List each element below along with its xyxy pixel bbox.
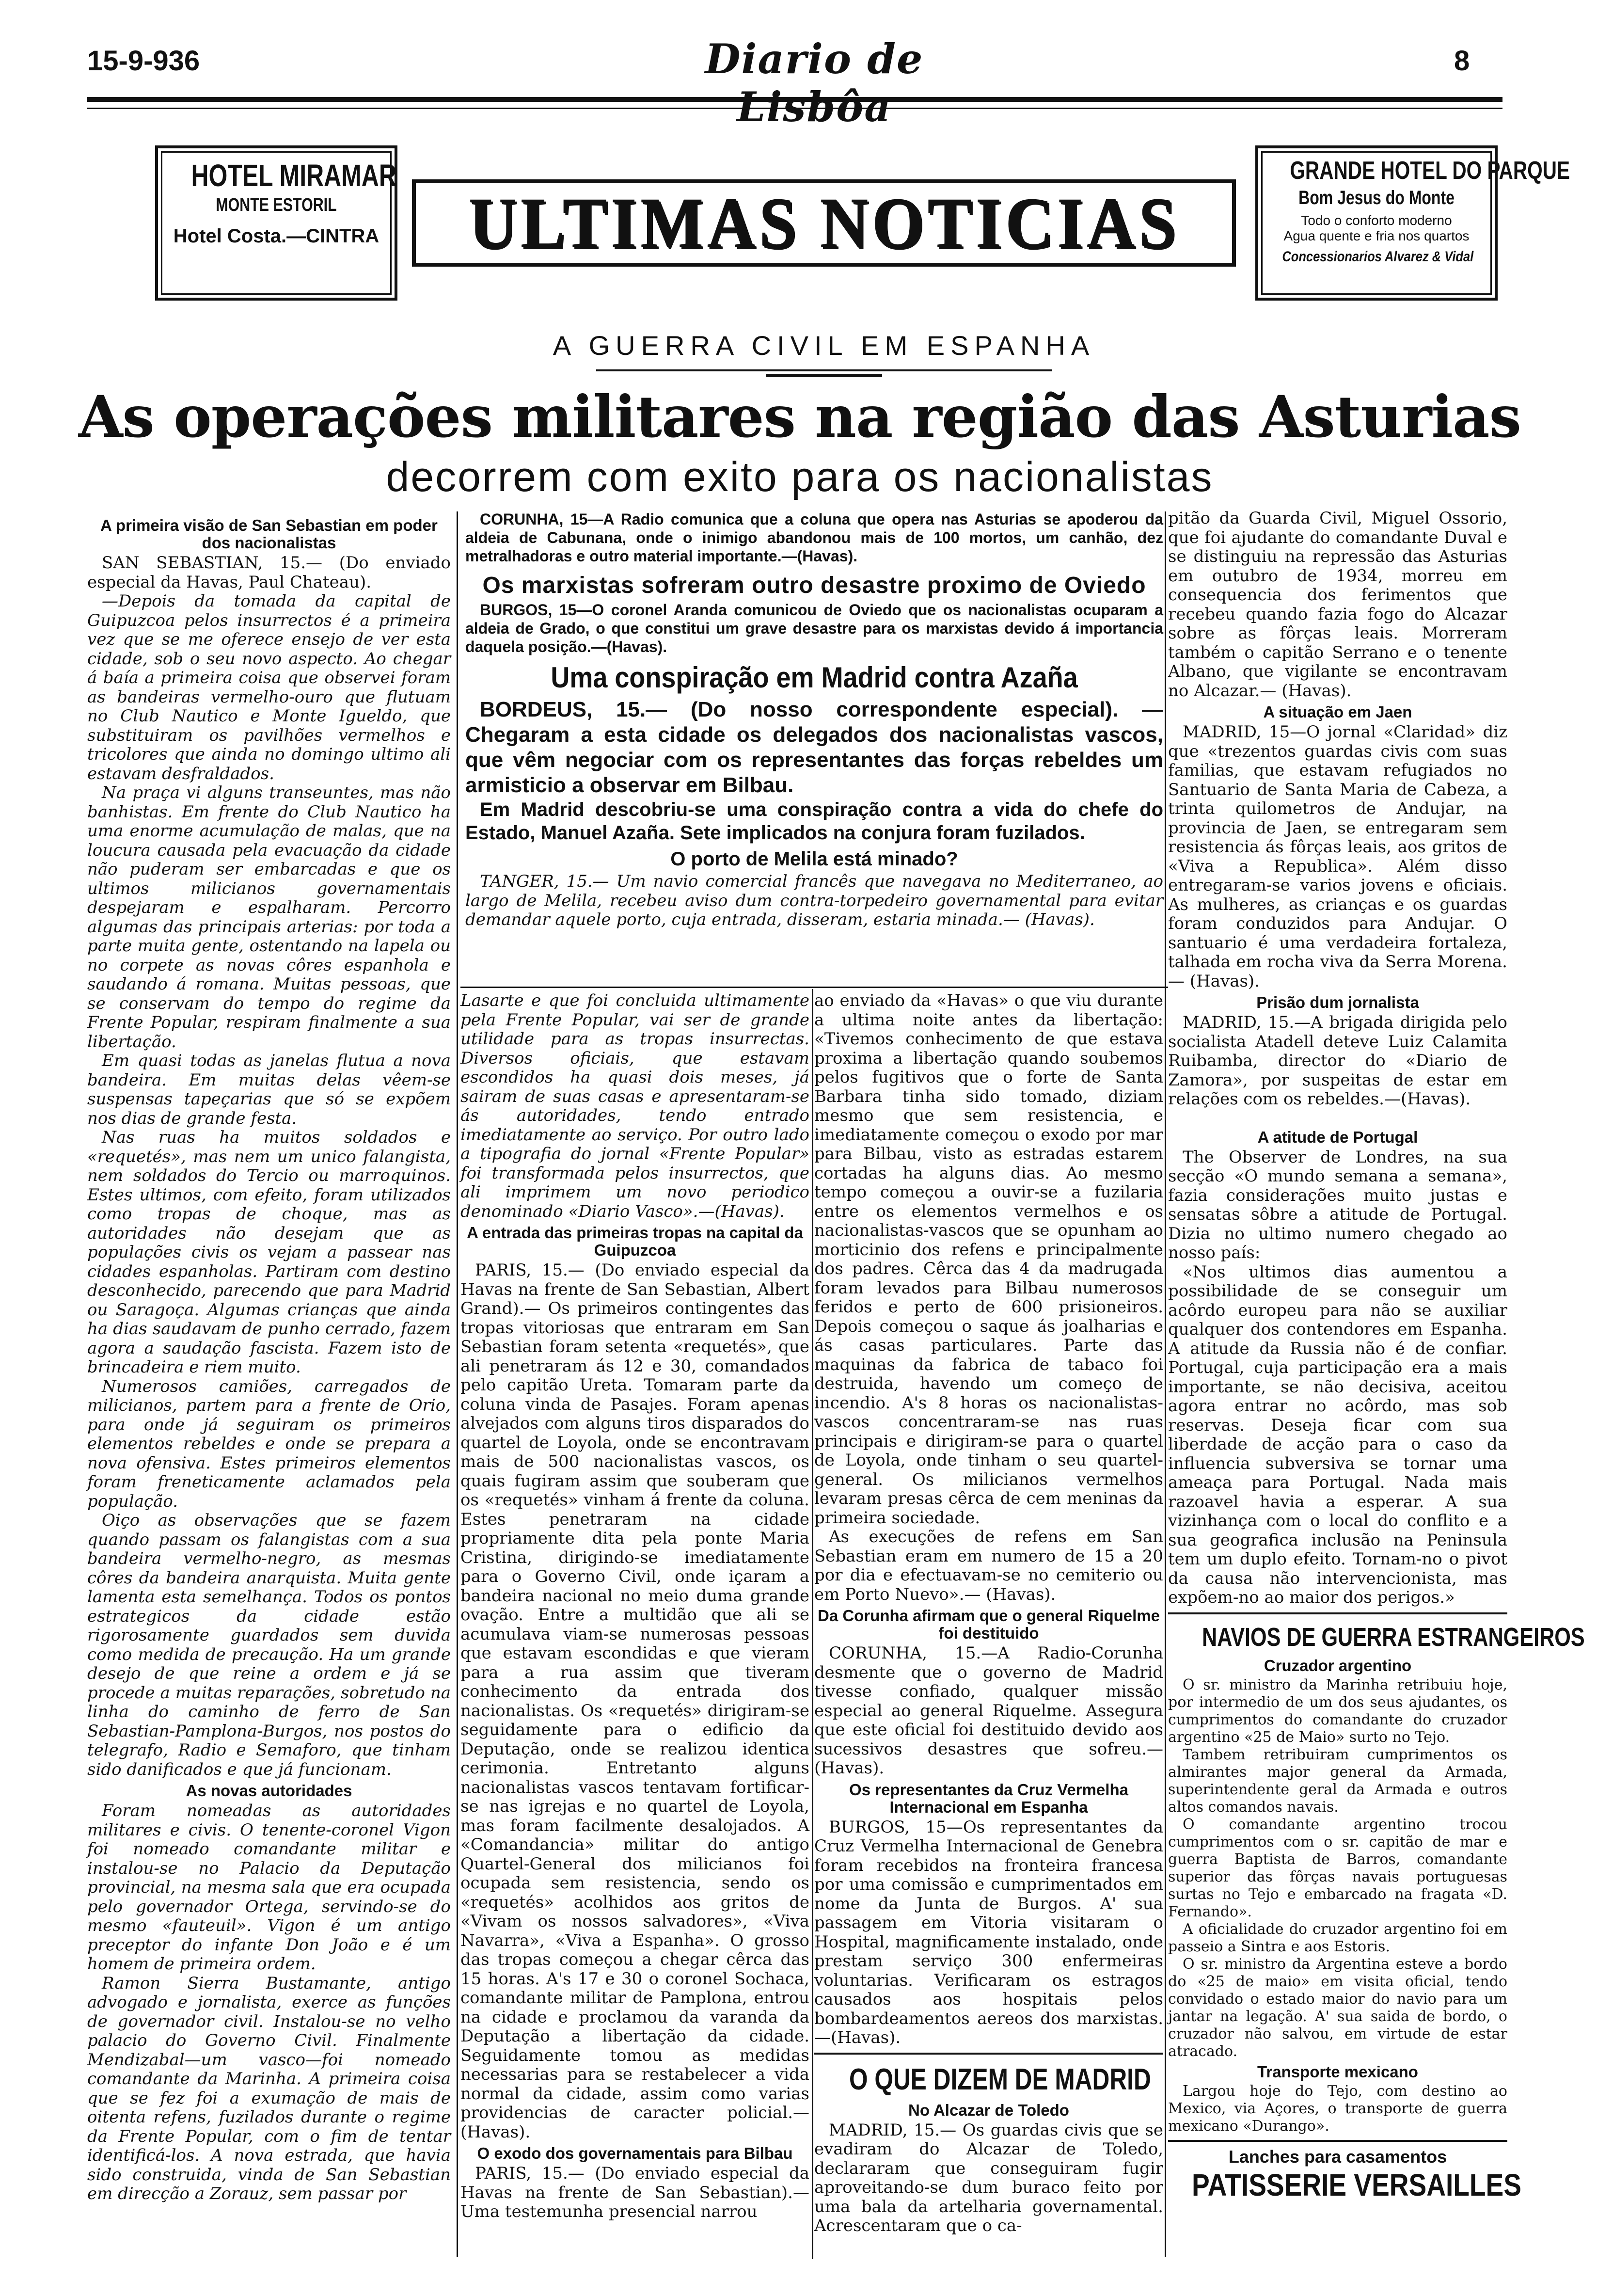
- ad-right-title: GRANDE HOTEL DO PARQUE: [1290, 157, 1570, 185]
- col2top-para: BORDEUS, 15.— (Do nosso correspondente especial). — Chegaram a esta cidade os delegados dos nacionalistas vascos, que vêm negociar com os representantes das forças rebeldes um armisticio a observar em Bilbau.: [465, 698, 1163, 797]
- col4-para: O sr. ministro da Marinha retribuiu hoje, por intermedio de um dos seus ajudantes, os cumprimentos do comandante do cruzador argentino «25 de Maio» surto no Tejo.: [1168, 1676, 1507, 1746]
- column-rule-1: [457, 511, 458, 2257]
- col2-para: PARIS, 15.— (Do enviado especial da Havas na frente de San Sebastian, Albert Grand).— Os primeiros contingentes das tropas vitoriosas que entraram em San Sebastian foram setenta «requetés», que ali penetraram ás 12 e 30, comandados pelo capitão Ureta. Tomaram parte da coluna vinda de Pasajes. Foram apenas alvejados com alguns tiros disparados do quartel de Loyola, onde se encontravam mais de 500 nacionalistas vascos, os quais fugiram assim que souberam que os «requetés» vinham á frente da coluna. Estes penetraram na cidade propriamente dita pela ponte Maria Cristina, dirigindo-se imediatamente para o Governo Civil, onde içaram a bandeira nacional no meio duma grande ovação. Entre a multidão que ali se acumulava viam-se numerosas pessoas que estavam escondidas e que vieram para a rua assim que tiveram conhecimento da entrada dos nacionalistas. Os «requetés» dirigiram-se seguidamente para o edificio da Deputação, onde se realizou identica cerimonia. Entretanto alguns nacionalistas vascos tentavam fortificar-se nas igrejas e no quartel de Loyola, mas foram facilmente desalojados. A «Comandancia» militar do antigo Quartel-General dos milicianos foi ocupada sem resistencia, sendo os «requetés» acolhidos aos gritos de «Vivam os nossos salvadores», «Viva Navarra», «Viva a Espanha». O grosso das tropas começou a chegar cêrca das 15 horas. A's 17 e 30 o coronel Sochaca, comandante militar de Pamplona, entrou na cidade e proclamou da varanda da Deputação a libertação da cidade. Seguidamente tomou as medidas necessarias para se restabelecer a vida normal da cidade, assim como varias providencias de caracter policial.— (Havas).: [460, 1260, 809, 2142]
- col1-para: Numerosos camiões, carregados de milicianos, partem para a frente de Orio, para onde já seguiram os primeiros elementos rebeldes e onde se prepara a nova ofensiva. Estes primeiros elementos foram freneticamente aclamados pela população.: [87, 1376, 451, 1511]
- ad-right-line1: Todo o conforto moderno: [1301, 212, 1452, 228]
- col3-rule: [814, 2053, 1163, 2055]
- column-2: [460, 991, 809, 2222]
- col4-heading-2: Prisão dum jornalista: [1256, 993, 1419, 1011]
- col4-para: O sr. ministro da Argentina esteve a bordo do «25 de maio» em visita oficial, tendo convidado o estado maior do navio para um jantar na legação. A' sua saida de bordo, o cruzador não salvou, em virtude de estar atracado.: [1168, 1955, 1507, 2060]
- section-rule: [460, 987, 1168, 988]
- page-number: 8: [1454, 45, 1470, 77]
- col1-para: Oiço as observações que se fazem quando passam os falangistas com a sua bandeira vermelho-negro, as mesmas côres da bandeira anarquista. Muita gente lamenta esta semelhança. Todos os pontos estrategicos da cidade estão rigorosamente guardados sem duvida como medida de precaução. Ha um grande desejo de que reine a ordem e já se procede a muitas reparações, sobretudo na linha do caminho de ferro de San Sebastian-Pamplona-Burgos, nos postos do telegrafo, Radio e Semaforo, que tinham sido danificados e que já funcionam.: [87, 1511, 451, 1779]
- col2top-heading-2: Uma conspiração em Madrid contra Azaña: [551, 661, 1078, 694]
- col3-heading-1: Da Corunha afirmam que o general Riquelme foi destituido: [818, 1607, 1160, 1642]
- col3-para: CORUNHA, 15.—A Radio-Corunha desmente que o governo de Madrid tivesse confiado, qualquer missão especial ao general Riquelme. Assegura que este oficial foi destituido devido aos sucessivos desastres que sofreu.—(Havas).: [814, 1643, 1163, 1778]
- col4-heading-3: A atitude de Portugal: [1257, 1128, 1418, 1146]
- column-rule-3: [812, 989, 813, 2259]
- ad-grande-hotel-parque: [1255, 145, 1570, 301]
- banner-text: ULTIMAS NOTICIAS: [468, 183, 1180, 263]
- col2-para: PARIS, 15.— (Do enviado especial da Havas na frente de San Sebastian).— Uma testemunha presencial narrou: [460, 2164, 809, 2221]
- col4-rule: [1168, 1612, 1507, 1614]
- newspaper-title: Diario de Lisbôa: [705, 35, 924, 131]
- masthead: [0, 0, 1613, 131]
- kicker-rule: [596, 369, 1052, 371]
- col4-heading-1: A situação em Jaen: [1263, 703, 1412, 721]
- main-subhead: decorrem com exito para os nacionalistas: [386, 454, 1214, 500]
- col4-para: Largou hoje do Tejo, com destino ao Mexico, via Açores, o transporte de guerra mexicano «Durango».: [1168, 2082, 1507, 2135]
- ad-bottom-rule: [1168, 2140, 1507, 2142]
- col1-para: Em quasi todas as janelas flutua a nova bandeira. Em muitas delas vêem-se suspensas tapeçarias que só se expõem nos dias de grande festa.: [87, 1051, 451, 1128]
- col3-heading-4: No Alcazar de Toledo: [908, 2101, 1069, 2119]
- col1-para: —Depois da tomada da capital de Guipuzcoa pelos insurrectos é a primeira vez que se me oferece ensejo de ver esta cidade, sob o seu novo aspecto. Ao chegar á baía a primeira coisa que observei foram as bandeiras vermelho-ouro que flutuam no Club Nautico e Monte Igueldo, que substituiram os pavilhões vermelhos e tricolores que ainda no domingo ultimo ali estavam desfraldados.: [87, 591, 451, 783]
- col3-para: ao enviado da «Havas» o que viu durante a ultima noite antes da libertação: «Tivemos conhecimento de que estava proxima a libertação quando soubemos pelos fugitivos que o forte de Santa Barbara tinha sido tomado, diziam mesmo que sem resistencia, e imediatamente começou o exodo por mar para Bilbau, visto as estradas estarem cortadas ha alguns dias. Ao mesmo tempo começou a ouvir-se a fuzilaria entre os elementos vermelhos e os nacionalistas-vascos que se opunham ao morticinio dos refens e principalmente dos padres. Cêrca das 4 da madrugada foram levados para Bilbau numerosos feridos e perto de 600 prisioneiros. Depois começou o saque ás joalharias e ás casas particulares. Parte das maquinas da fabrica de tabaco foi destruida, havendo um começo de incendio. A's 8 horas os nacionalistas-vascos concentraram-se nas ruas principais e dirigiram-se para o quartel de Loyola, onde tinham o seu quartel-general. Os milicianos vermelhos levaram presas cêrca de cem meninas da primeira sociedade.: [814, 991, 1163, 1528]
- col4-para: «Nos ultimos dias aumentou a possibilidade de se conseguir um acôrdo europeu para não se auxiliar qualquer dos contendores em Espanha. A atitude da Russia não é de confiar. Portugal, cuja participação era a mais importante, se não decisiva, aceitou agora entrar no acôrdo, mas sob reservas. Deseja ficar com sua liberdade de acção para o caso da influencia subversiva se tornar uma ameaça para Portugal. Nada mais razoavel havia a esperar. A sua vizinhança com o local do conflito e a sua geografica inclusão na Peninsula tem um duplo efeito. Tornam-no o pivot da causa não intervencionista, mas expõem-no ao maior dos perigos.»: [1168, 1262, 1507, 1607]
- col4-heading-4: NAVIOS DE GUERRA ESTRANGEIROS: [1202, 1622, 1585, 1652]
- ad-left-subtitle: MONTE ESTORIL: [216, 195, 337, 216]
- ad-right-footer: Concessionarios Alvarez & Vidal: [1282, 248, 1474, 265]
- col1-para: Foram nomeadas as autoridades militares e civis. O tenente-coronel Vigon foi nomeado comandante militar e instalou-se no Palacio da Deputação provincial, na mesma sala que era ocupada pelo governador Ortega, servindo-se do mesmo «fauteuil». Vigon é um antigo preceptor do infante Don João e é um homem de primeira ordem.: [87, 1801, 451, 1974]
- col1-para: Nas ruas ha muitos soldados e «requetés», mas nem um unico falangista, nem soldados do Tercio ou marroquinos. Estes ultimos, com efeito, foram utilizados como tropas de choque, mas as autoridades não desejam que as populações civis os vejam a passear nas cidades espanholas. Partiram com destino desconhecido, parecendo que para Madrid ou Saragoça. Algumas crianças que ainda ha dias saudavam de punho cerrado, fazem agora a saudação fascista. Fazem isto de brincadeira e riem muito.: [87, 1128, 451, 1377]
- ad-bottom-line2: PATISSERIE VERSAILLES: [1192, 2167, 1521, 2202]
- col3-para: BURGOS, 15—Os representantes da Cruz Vermelha Internacional de Genebra foram recebidos na fronteira francesa por uma comissão e cumprimentados em nome da Junta de Burgos. A' sua passagem em Vitoria visitaram o Hospital, magnificamente instalado, onde prestam serviço 300 enfermeiras voluntarias. Verificaram os estragos causados aos hospitais pelos bombardeamentos aereos dos marxistas.—(Havas).: [814, 1817, 1163, 2047]
- column-4: [1168, 509, 1585, 2203]
- col2top-heading-1: Os marxistas sofreram outro desastre proximo de Oviedo: [482, 573, 1146, 598]
- col1-para: SAN SEBASTIAN, 15.— (Do enviado especial da Havas, Paul Chateau).: [87, 553, 451, 592]
- main-headline: As operações militares na região das Asturias: [79, 383, 1521, 450]
- col2top-heading-3: O porto de Melila está minado?: [670, 848, 958, 870]
- kicker-rule-accent: [766, 374, 882, 377]
- col4-para: Tambem retribuiram cumprimentos os almirantes major general da Armada, superintendente geral da Armada e outros altos comandos navais.: [1168, 1746, 1507, 1816]
- ad-left-title: HOTEL MIRAMAR: [191, 158, 396, 193]
- col4-heading-6: Transporte mexicano: [1257, 2062, 1418, 2081]
- col1-para: Ramon Sierra Bustamante, antigo advogado e jornalista, exerce as funções de governador civil. Instalou-se no velho palacio do Governo Civil. Finalmente Mendizabal—um vasco—foi nomeado comandante da Marinha. A primeira coisa que se fez foi a exumação de mais de oitenta refens, fuzilados durante o regime da Frente Popular, com o fim de tentar identificá-los. A nova estrada, que havia sido construida, vinda de San Sebastian em direcção a Zorauz, sem passar por: [87, 1973, 451, 2203]
- col2-heading-1: A entrada das primeiras tropas na capital da Guipuzcoa: [467, 1224, 803, 1259]
- ad-right-line2: Agua quente e fria nos quartos: [1283, 228, 1470, 243]
- col2-para: Lasarte e que foi concluida ultimamente pela Frente Popular, vai ser de grande utilidade para as tropas insurrectas. Diversos oficiais, que estavam escondidos ha quasi dois meses, já sairam de suas casas e apresentaram-se ás autoridades, tendo entrado imediatamente ao serviço. Por outro lado a tipografia do jornal «Frente Popular» foi transformada pelos insurrectos, que ali imprimem um novo periodico denominado «Diario Vasco».—(Havas).: [460, 991, 809, 1221]
- col2-heading-2: O exodo dos governamentais para Bilbau: [477, 2144, 793, 2162]
- col3-para: As execuções de refens em San Sebastian eram em numero de 15 a 20 por dia e efectuavam-se no cemiterio ou em Porto Nuevo».— (Havas).: [814, 1527, 1163, 1604]
- col2top-para: Em Madrid descobriu-se uma conspiração contra a vida do chefe do Estado, Manuel Azaña. Sete implicados na conjura foram fuzilados.: [465, 799, 1163, 844]
- col4-para: MADRID, 15—O jornal «Claridad» diz que «trezentos guardas civis com suas familias, que estavam refugiados no Santuario de Santa Maria de Cabeza, a trinta quilometros de Andujar, na provincia de Jaen, se entregaram sem resistencia ás fôrças leais, aos gritos de «Viva a Republica». Além disso entregaram-se varios jovens e oficiais. As mulheres, as crianças e os guardas foram conduzidos para Andujar. O santuario é uma verdadeira fortaleza, talhada em rocha viva da Serra Morena.— (Havas).: [1168, 722, 1507, 991]
- issue-date: 15-9-936: [87, 45, 200, 77]
- col4-para: The Observer de Londres, na sua secção «O mundo semana a semana», fazia considerações muito justas e sensatas sôbre a atitude de Portugal. Dizia no ultimo numero chegado ao nosso país:: [1168, 1147, 1507, 1262]
- masthead-rule: [87, 97, 1502, 109]
- col2top-para: BURGOS, 15—O coronel Aranda comunicou de Oviedo que os nacionalistas ocuparam a aldeia de Grado, o que constitui um grave desastre para os marxistas devido á importancia daquela posição.—(Havas).: [465, 601, 1163, 655]
- column-rule-2: [1165, 511, 1166, 2257]
- col3-heading-3: O QUE DIZEM DE MADRID: [849, 2062, 1151, 2096]
- col3-heading-2: Os representantes da Cruz Vermelha Internacional em Espanha: [849, 1780, 1128, 1816]
- col4-para: A oficialidade do cruzador argentino foi em passeio a Sintra e aos Estoris.: [1168, 1920, 1507, 1955]
- ad-bottom-line1: Lanches para casamentos: [1228, 2146, 1447, 2167]
- ad-right-subtitle: Bom Jesus do Monte: [1298, 187, 1455, 208]
- col3-para: MADRID, 15.— Os guardas civis que se evadiram do Alcazar de Toledo, declararam que conseguiram fugir aproveitando-se dum buraco feito por uma bala da artelharia governamental. Acrescentaram que o ca-: [814, 2120, 1163, 2235]
- section-kicker: A GUERRA CIVIL EM ESPANHA: [553, 330, 1095, 361]
- column-3: [814, 991, 1163, 2236]
- col4-para: pitão da Guarda Civil, Miguel Ossorio, que foi ajudante do comandante Duval e se distinguiu na repressão das Asturias em outubro de 1934, morreu em consequencia dos ferimentos que recebeu quando fazia fogo do Alcazar sobre as fôrças leais. Morreram também o capitão Serrano e o tenente Albano, que vigilante se encontravam no Alcazar.— (Havas).: [1168, 509, 1507, 701]
- col1-heading-1: A primeira visão de San Sebastian em poder dos nacionalistas: [100, 516, 438, 552]
- ad-patisserie-versailles: [1168, 2140, 1521, 2203]
- col2top-para: TANGER, 15.— Um navio comercial francês que navegava no Mediterraneo, ao largo de Melila, recebeu aviso dum contra-torpedeiro governamental para evitar demandar aquele porto, cuja entrada, disseram, estaria minada.— (Havas).: [465, 872, 1163, 929]
- col4-para: O comandante argentino trocou cumprimentos com o sr. capitão de mar e guerra Baptista de Barros, comandante superior das fôrças navais portuguesas surtas no Tejo e embarcado na fragata «D. Fernando».: [1168, 1816, 1507, 1920]
- column-2-top: [465, 510, 1163, 930]
- col1-heading-2: As novas autoridades: [186, 1782, 352, 1800]
- column-1: [87, 514, 451, 2204]
- col4-para: MADRID, 15.—A brigada dirigida pelo socialista Atadell deteve Luiz Calamita Ruibamba, director do «Diario de Zamora», por suspeitas de estar em relações com os rebeldes.—(Havas).: [1168, 1013, 1507, 1109]
- ultimas-noticias-banner: [412, 179, 1236, 267]
- ad-hotel-miramar: [155, 145, 397, 301]
- col1-para: Na praça vi alguns transeuntes, mas não banhistas. Em frente do Club Nautico ha uma enorme acumulação de malas, que na loucura causada pela evacuação da cidade não puderam ser embarcadas e que os ultimos milicianos governamentais despejaram e espalharam. Percorro algumas das principais arterias: por toda a parte muita gente, ostentando na lapela ou no corpete as novas côres espanhola e saudando á romana. Muitas pessoas, que se conservam do tempo do regime da Frente Popular, respiram finalmente a sua libertação.: [87, 783, 451, 1052]
- col4-heading-5: Cruzador argentino: [1264, 1656, 1412, 1674]
- ad-left-footer: Hotel Costa.—CINTRA: [173, 225, 380, 247]
- col2top-para: CORUNHA, 15—A Radio comunica que a coluna que opera nas Asturias se apoderou da aldeia de Cabunana, onde o inimigo abandonou mais de 100 mortos, um canhão, dez metralhadoras e outro material importante.—(Havas).: [465, 510, 1163, 565]
